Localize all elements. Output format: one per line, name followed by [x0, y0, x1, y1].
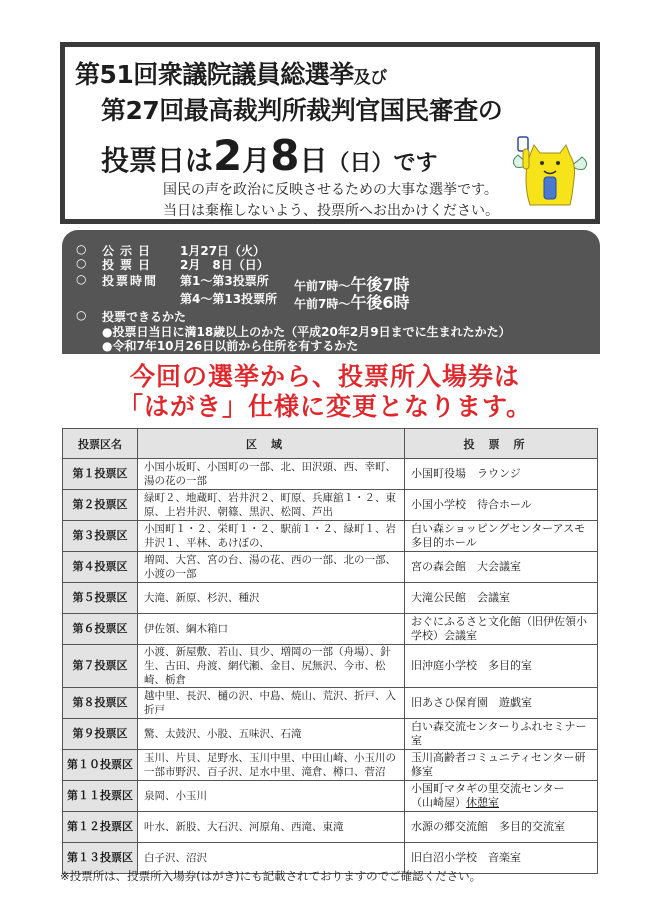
election-info-box: [62, 230, 600, 354]
circle-bullet-icon: ○: [76, 256, 87, 270]
month-unit: 月: [242, 144, 271, 177]
district-name: 第１１投票区: [63, 781, 138, 812]
polling-place-room: 休憩室: [466, 796, 499, 809]
polling-place: [405, 781, 598, 812]
table-row: [63, 459, 598, 490]
district-area: 白子沢、沼沢: [138, 843, 405, 874]
hours-end: 午後6時: [350, 293, 410, 312]
table-header-row: [63, 429, 598, 459]
hours-start: 午前7時～: [294, 279, 351, 293]
table-row: [63, 750, 598, 781]
district-name: 第６投票区: [63, 614, 138, 645]
circle-bullet-icon: ○: [76, 242, 87, 256]
announce-value: 1月27日（火）: [180, 244, 266, 258]
notice-line-2: 「はがき」仕様に変更となります。: [117, 392, 532, 421]
polling-place: 旧沖庭小学校 多目的室: [405, 645, 598, 688]
polling-place: 小国小学校 待合ホール: [405, 490, 598, 521]
polling-stations-table: [62, 428, 598, 874]
table-row: [63, 781, 598, 812]
district-area: 伊佐領、綱木箱口: [138, 614, 405, 645]
table-row: [63, 490, 598, 521]
polling-place: 小国町役場 ラウンジ: [405, 459, 598, 490]
district-name: 第１２投票区: [63, 812, 138, 843]
district-area: 叶水、新股、大石沢、河原角、西滝、東滝: [138, 812, 405, 843]
district-name: 第４投票区: [63, 552, 138, 583]
table-row: [63, 521, 598, 552]
table-row: [63, 552, 598, 583]
circle-bullet-icon: ○: [76, 308, 87, 322]
district-area: 大滝、新原、杉沢、種沢: [138, 583, 405, 614]
district-name: 第３投票区: [63, 521, 138, 552]
district-name: 第２投票区: [63, 490, 138, 521]
eligibility-item: ●令和7年10月26日以前から住所を有するかた: [102, 339, 359, 353]
header-polling-place: 投票所: [405, 429, 598, 459]
header-area: 区域: [138, 429, 405, 459]
circle-bullet-icon: ○: [76, 272, 87, 286]
district-area: 小渡、新屋敷、若山、貝少、増岡の一部（舟場）、針生、古田、舟渡、網代瀬、金目、尻無沢、今市、松崎、栃倉: [138, 645, 405, 688]
district-area: 泉岡、小玉川: [138, 781, 405, 812]
election-name: 第51回衆議院議員総選挙: [75, 60, 354, 89]
polling-place: 白い森交流センターりふれセミナー室: [405, 719, 598, 750]
district-area: 増岡、大宮、宮の台、湯の花、西の一部、北の一部、小渡の一部: [138, 552, 405, 583]
district-area: 越中里、長沢、樋の沢、中島、焼山、荒沢、折戸、入折戸: [138, 688, 405, 719]
title-conjunction: 及び: [353, 68, 387, 88]
district-area: 小国町１・２、栄町１・２、駅前１・２、緑町１、岩井沢１、平林、あけぼの、: [138, 521, 405, 552]
polling-place: 旧あさひ保育園 遊戯室: [405, 688, 598, 719]
mascot-character-icon: [510, 133, 590, 213]
polling-place-line-2: （山崎屋）: [411, 796, 466, 809]
table-row: [63, 614, 598, 645]
eligibility-label: 投票できるかた: [102, 310, 187, 324]
table-row: [63, 583, 598, 614]
district-name: 第８投票区: [63, 688, 138, 719]
polling-place: 宮の森会館 大会議室: [405, 552, 598, 583]
title-line-2: 第27回最高裁判所裁判官国民審査の: [101, 96, 503, 125]
vote-day-prefix: 投票日は: [101, 144, 214, 177]
polling-place: 水源の郷交流館 多目的交流室: [405, 812, 598, 843]
district-name: 第１投票区: [63, 459, 138, 490]
vote-date-value: 2月 8日（日）: [180, 258, 269, 272]
table-row: [63, 688, 598, 719]
hours-end: 午後7時: [350, 275, 410, 294]
polling-place: 玉川高齢者コミュニティセンター研修室: [405, 750, 598, 781]
district-name: 第７投票区: [63, 645, 138, 688]
district-area: 驚、太鼓沢、小股、五味沢、石滝: [138, 719, 405, 750]
announce-label: 公示日: [102, 244, 157, 258]
subtitle-line-2: 当日は棄権しないよう、投票所へお出かけください。: [163, 203, 499, 219]
polling-place: 白い森ショッピングセンターアスモ多目的ホール: [405, 521, 598, 552]
vote-month: 2: [213, 131, 243, 180]
notice-line-1: 今回の選挙から、投票所入場券は: [129, 362, 520, 391]
polling-place-line-1: 小国町マタギの里交流センター: [411, 782, 565, 795]
eligibility-item: ●投票日当日に満18歳以上のかた（平成20年2月9日までに生まれたかた）: [102, 325, 511, 339]
vote-day-suffix: です: [393, 151, 438, 176]
hours-label: 投票時間: [102, 274, 159, 288]
table-row: [63, 812, 598, 843]
vote-weekday: （日）: [327, 151, 394, 176]
district-name: 第１３投票区: [63, 843, 138, 874]
hours-stations: 第1～第3投票所: [180, 274, 269, 288]
vote-day: 8: [270, 131, 300, 180]
title-line-3: [101, 131, 438, 180]
title-line-1: [75, 55, 387, 91]
table-row: [63, 719, 598, 750]
district-area: 緑町２、地蔵町、岩井沢２、町原、兵庫舘１・２、東原、上岩井沢、朝篠、黒沢、松岡、芦出: [138, 490, 405, 521]
day-unit: 日: [299, 144, 328, 177]
polling-place: おぐにふるさと文化館（旧伊佐領小学校）会議室: [405, 614, 598, 645]
district-name: 第９投票区: [63, 719, 138, 750]
header-district-name: 投票区名: [63, 429, 138, 459]
hours-start: 午前7時～: [294, 297, 351, 311]
hours-stations: 第4～第13投票所: [180, 292, 278, 306]
polling-place: 大滝公民館 会議室: [405, 583, 598, 614]
district-name: 第５投票区: [63, 583, 138, 614]
vote-date-label: 投票日: [102, 258, 157, 272]
footnote: ※投票所は、投票所入場券(はがき)にも記載されておりますのでご確認ください。: [60, 869, 482, 883]
district-area: 小国小坂町、小国町の一部、北、田沢頭、西、幸町、湯の花の一部: [138, 459, 405, 490]
subtitle-line-1: 国民の声を政治に反映させるための大事な選挙です。: [163, 182, 498, 198]
district-name: 第１０投票区: [63, 750, 138, 781]
polling-place: 旧白沼小学校 音楽室: [405, 843, 598, 874]
title-box: [60, 42, 600, 224]
district-area: 玉川、片貝、足野水、玉川中里、中田山崎、小玉川の一部市野沢、百子沢、足水中里、滝倉、樽口、菅沼: [138, 750, 405, 781]
table-row: [63, 645, 598, 688]
